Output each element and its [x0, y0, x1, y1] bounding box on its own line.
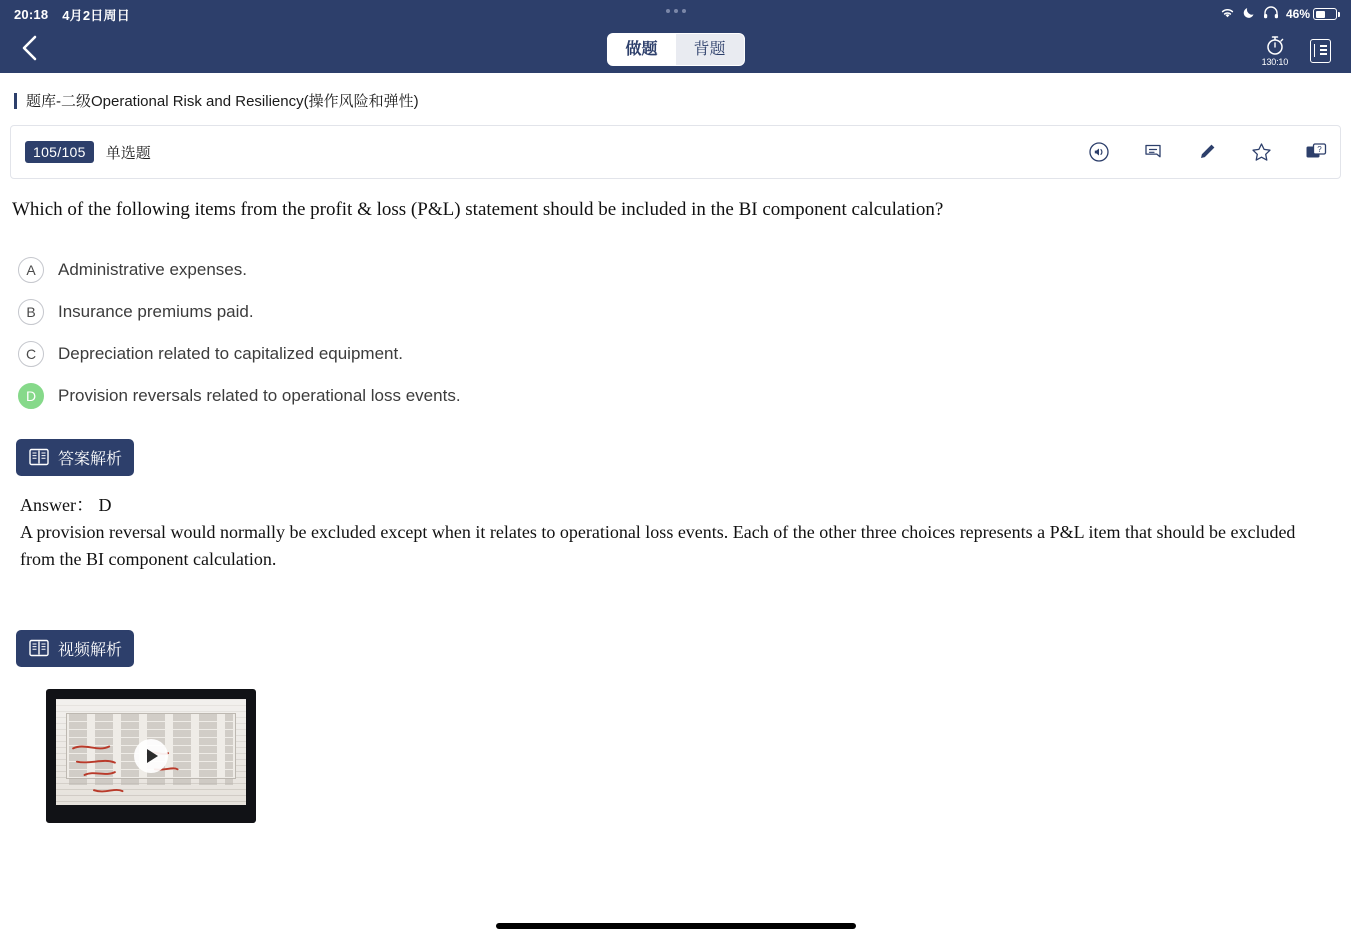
status-date: 4月2日周日	[62, 7, 130, 23]
note-icon[interactable]	[1142, 141, 1164, 163]
status-right	[1219, 6, 1337, 22]
book-icon	[28, 447, 50, 467]
sound-icon[interactable]	[1088, 141, 1110, 163]
status-dots	[666, 9, 686, 13]
question-type-label: 单选题	[105, 144, 151, 162]
question-header-card	[10, 125, 1341, 179]
answer-explanation-label: 答案解析	[58, 450, 123, 468]
moon-icon	[1243, 6, 1256, 22]
option-text: Provision reversals related to operational loss events.	[58, 385, 461, 405]
breadcrumb-accent	[14, 93, 17, 109]
tab-memorize-questions[interactable]: 背题	[676, 34, 744, 65]
question-tools	[1088, 141, 1326, 163]
wifi-icon	[1219, 6, 1236, 22]
option-a[interactable]	[0, 249, 1351, 291]
star-icon[interactable]	[1250, 141, 1272, 163]
headphones-icon	[1263, 6, 1279, 22]
main-content	[0, 73, 1351, 939]
option-letter: A	[18, 257, 44, 283]
timer-label: 130:10	[1261, 56, 1288, 67]
option-d[interactable]	[0, 375, 1351, 417]
svg-text:?: ?	[1317, 145, 1322, 154]
play-icon[interactable]	[134, 739, 168, 773]
battery-indicator	[1286, 7, 1337, 21]
answer-sheet-icon[interactable]	[1310, 39, 1331, 63]
battery-percent: 46%	[1285, 7, 1310, 21]
option-text: Administrative expenses.	[58, 259, 247, 279]
video-explanation-button[interactable]	[16, 630, 134, 667]
chevron-left-icon	[20, 35, 40, 66]
answer-line: Answer： D	[20, 494, 112, 515]
card-icon[interactable]	[1304, 141, 1326, 163]
tab-do-questions[interactable]: 做题	[607, 34, 675, 65]
battery-icon	[1313, 8, 1337, 20]
option-letter: C	[18, 341, 44, 367]
timer-button[interactable]	[1262, 35, 1288, 67]
option-letter: D	[18, 383, 44, 409]
status-bar	[0, 0, 1351, 28]
option-text: Depreciation related to capitalized equipment.	[58, 343, 403, 363]
mode-segmented-control[interactable]	[606, 33, 744, 66]
home-indicator	[496, 923, 856, 929]
nav-right	[1262, 35, 1351, 67]
option-list	[0, 249, 1351, 417]
stopwatch-icon	[1264, 35, 1286, 57]
option-text: Insurance premiums paid.	[58, 301, 254, 321]
back-button[interactable]	[0, 35, 60, 66]
question-index-badge: 105/105	[25, 141, 94, 163]
option-b[interactable]	[0, 291, 1351, 333]
book-icon	[28, 638, 50, 658]
pen-icon[interactable]	[1196, 141, 1218, 163]
nav-bar	[0, 28, 1351, 73]
status-time: 20:18	[14, 6, 49, 22]
status-left	[14, 5, 130, 24]
video-explanation-label: 视频解析	[58, 641, 123, 659]
question-stem: Which of the following items from the profit & loss (P&L) statement should be included in the BI component calculation?	[12, 199, 944, 220]
breadcrumb-label: 题库-二级Operational Risk and Resiliency(操作风险和弹性)	[26, 93, 419, 110]
breadcrumb	[0, 73, 1351, 111]
video-thumbnail[interactable]	[46, 689, 256, 823]
option-c[interactable]	[0, 333, 1351, 375]
answer-explanation-body	[20, 492, 1331, 573]
explanation-text: A provision reversal would normally be excluded except when it relates to operational loss events. Each of the other three choices represents a P&L item that should be excluded from the BI component calculation.	[20, 521, 1296, 569]
answer-explanation-button[interactable]	[16, 439, 134, 476]
option-letter: B	[18, 299, 44, 325]
